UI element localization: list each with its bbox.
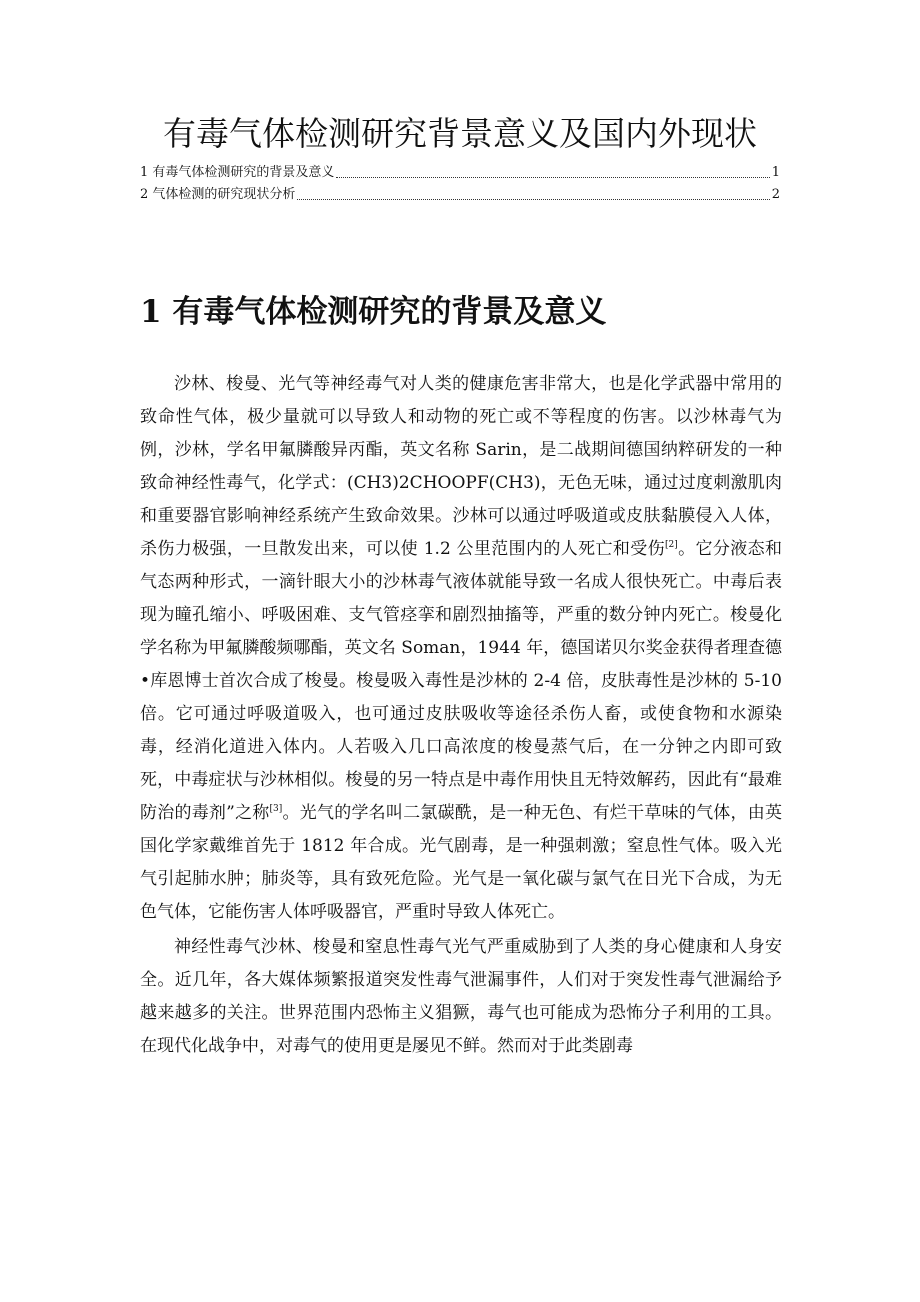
citation-ref[interactable]: [3] [269, 804, 283, 814]
toc-entry-text: 2 气体检测的研究现状分析 [140, 187, 296, 202]
toc-leader-dots [336, 177, 769, 178]
document-title: 有毒气体检测研究背景意义及国内外现状 [163, 114, 757, 153]
paragraph-text: 沙林、梭曼、光气等神经毒气对人类的健康危害非常大，也是化学武器中常用的致命性气体，极少量就可以导致人和动物的死亡或不等程度的伤害。以沙林毒气为例，沙林，学名甲氟膦酸异丙酯，英文名称 Sarin，是二战期间德国纳粹研发的一种致命神经性毒气，化学式：(CH3)2CHOOPF(CH3)，无色无味，通过过度刺激肌肉和重要器官影响神经系统产生致命效果。沙林可以通过呼吸道或皮肤黏膜侵入人体，杀伤力极强，一旦散发出来，可以使 1.2 公里范围内的人死亡和受伤 [140, 374, 782, 559]
citation-ref[interactable]: [2] [665, 540, 678, 550]
section-heading: 1 有毒气体检测研究的背景及意义 [140, 294, 607, 330]
body-paragraph [140, 368, 782, 929]
toc-entry-page: 1 [771, 165, 780, 180]
toc-entry[interactable] [140, 184, 780, 206]
paragraph-text: 。它分液态和气态两种形式，一滴针眼大小的沙林毒气液体就能导致一名成人很快死亡。中毒后表现为瞳孔缩小、呼吸困难、支气管痉挛和剧烈抽搐等，严重的数分钟内死亡。梭曼化学名称为甲氟膦酸频哪酯，英文名 Soman，1944 年，德国诺贝尔奖金获得者理查德•库恩博士首次合成了梭曼。梭曼吸入毒性是沙林的 2-4 倍，皮肤毒性是沙林的 5-10 倍。它可通过呼吸道吸入，也可通过皮肤吸收等途径杀伤人畜，或使食物和水源染毒，经消化道进入体内。人若吸入几口高浓度的梭曼蒸气后，在一分钟之内即可致死，中毒症状与沙林相似。梭曼的另一特点是中毒作用快且无特效解药，因此有“最难防治的毒剂”之称 [140, 539, 782, 823]
table-of-contents [140, 162, 780, 206]
section-body [140, 368, 782, 1063]
body-paragraph: 神经性毒气沙林、梭曼和窒息性毒气光气严重威胁到了人类的身心健康和人身安全。近几年，各大媒体频繁报道突发性毒气泄漏事件，人们对于突发性毒气泄漏给予越来越多的关注。世界范围内恐怖主义猖獗，毒气也可能成为恐怖分子利用的工具。在现代化战争中，对毒气的使用更是屡见不鲜。然而对于此类剧毒 [140, 937, 782, 1056]
toc-leader-dots [297, 199, 769, 200]
toc-entry-text: 1 有毒气体检测研究的背景及意义 [140, 165, 335, 180]
paragraph-text: 。光气的学名叫二氯碳酰，是一种无色、有烂干草味的气体，由英国化学家戴维首先于 1812 年合成。光气剧毒，是一种强刺激；窒息性气体。吸入光气引起肺水肿；肺炎等，具有致死危险。光气是一氧化碳与氯气在日光下合成，为无色气体，它能伤害人体呼吸器官，严重时导致人体死亡。 [140, 803, 782, 922]
toc-entry-page: 2 [771, 187, 780, 202]
toc-entry[interactable] [140, 162, 780, 184]
